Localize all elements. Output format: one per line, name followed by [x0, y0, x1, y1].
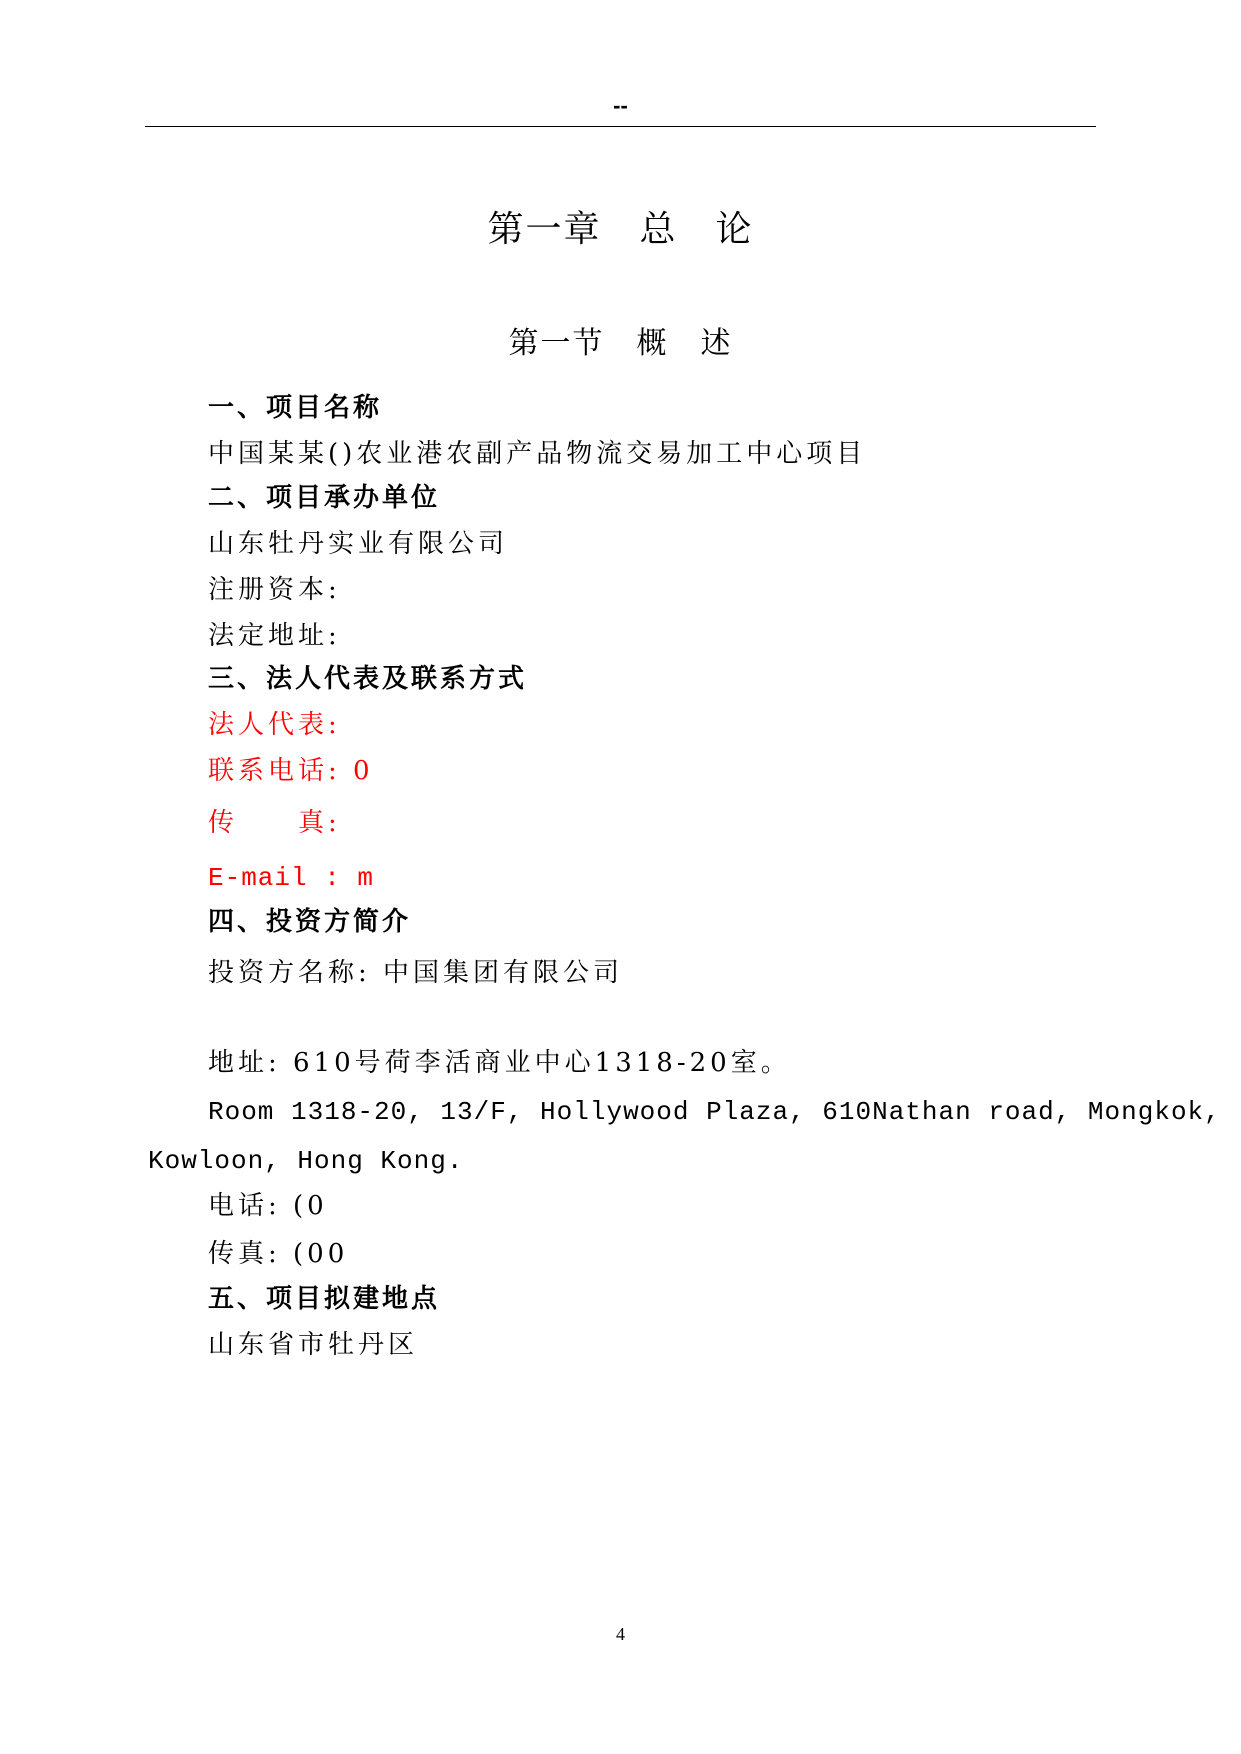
- section-heading-investor-profile: 四、投资方简介: [208, 907, 412, 937]
- contact-fax-text: 传 真:: [208, 808, 341, 838]
- investor-address-en-line2: Kowloon, Hong Kong.: [148, 1146, 464, 1176]
- section-heading-project-name: 一、项目名称: [208, 393, 383, 423]
- investor-address-en-line1: Room 1318-20, 13/F, Hollywood Plaza, 610Nathan road, Mongkok,: [208, 1097, 1221, 1127]
- header-divider: [145, 126, 1096, 127]
- section-title: 第一节 概 述: [508, 326, 733, 361]
- company-name-text: 山东牡丹实业有限公司: [208, 529, 509, 559]
- section-heading-undertaking-unit: 二、项目承办单位: [208, 483, 441, 513]
- investor-address-cn-text: 地址: 610号荷李活商业中心1318-20室。: [208, 1048, 791, 1078]
- project-site-text: 山东省市牡丹区: [208, 1330, 419, 1360]
- investor-name-text: 投资方名称: 中国集团有限公司: [208, 958, 624, 988]
- registered-capital-text: 注册资本:: [208, 575, 341, 605]
- section-heading-legal-rep-contact: 三、法人代表及联系方式: [208, 664, 528, 694]
- chapter-title: 第一章 总 论: [487, 209, 754, 250]
- page-number: 4: [616, 1624, 625, 1644]
- contact-email-text: E-mail : m: [208, 863, 375, 893]
- investor-fax-text: 传真: (00: [208, 1239, 349, 1269]
- section-heading-project-site: 五、项目拟建地点: [208, 1284, 441, 1314]
- legal-rep-text: 法人代表:: [208, 710, 341, 740]
- project-name-text: 中国某某()农业港农副产品物流交易加工中心项目: [208, 439, 867, 469]
- contact-phone-text: 联系电话: 0: [208, 756, 374, 786]
- investor-tel-text: 电话: (0: [208, 1191, 328, 1221]
- page-header-mark: --: [613, 93, 628, 118]
- legal-address-text: 法定地址:: [208, 621, 341, 651]
